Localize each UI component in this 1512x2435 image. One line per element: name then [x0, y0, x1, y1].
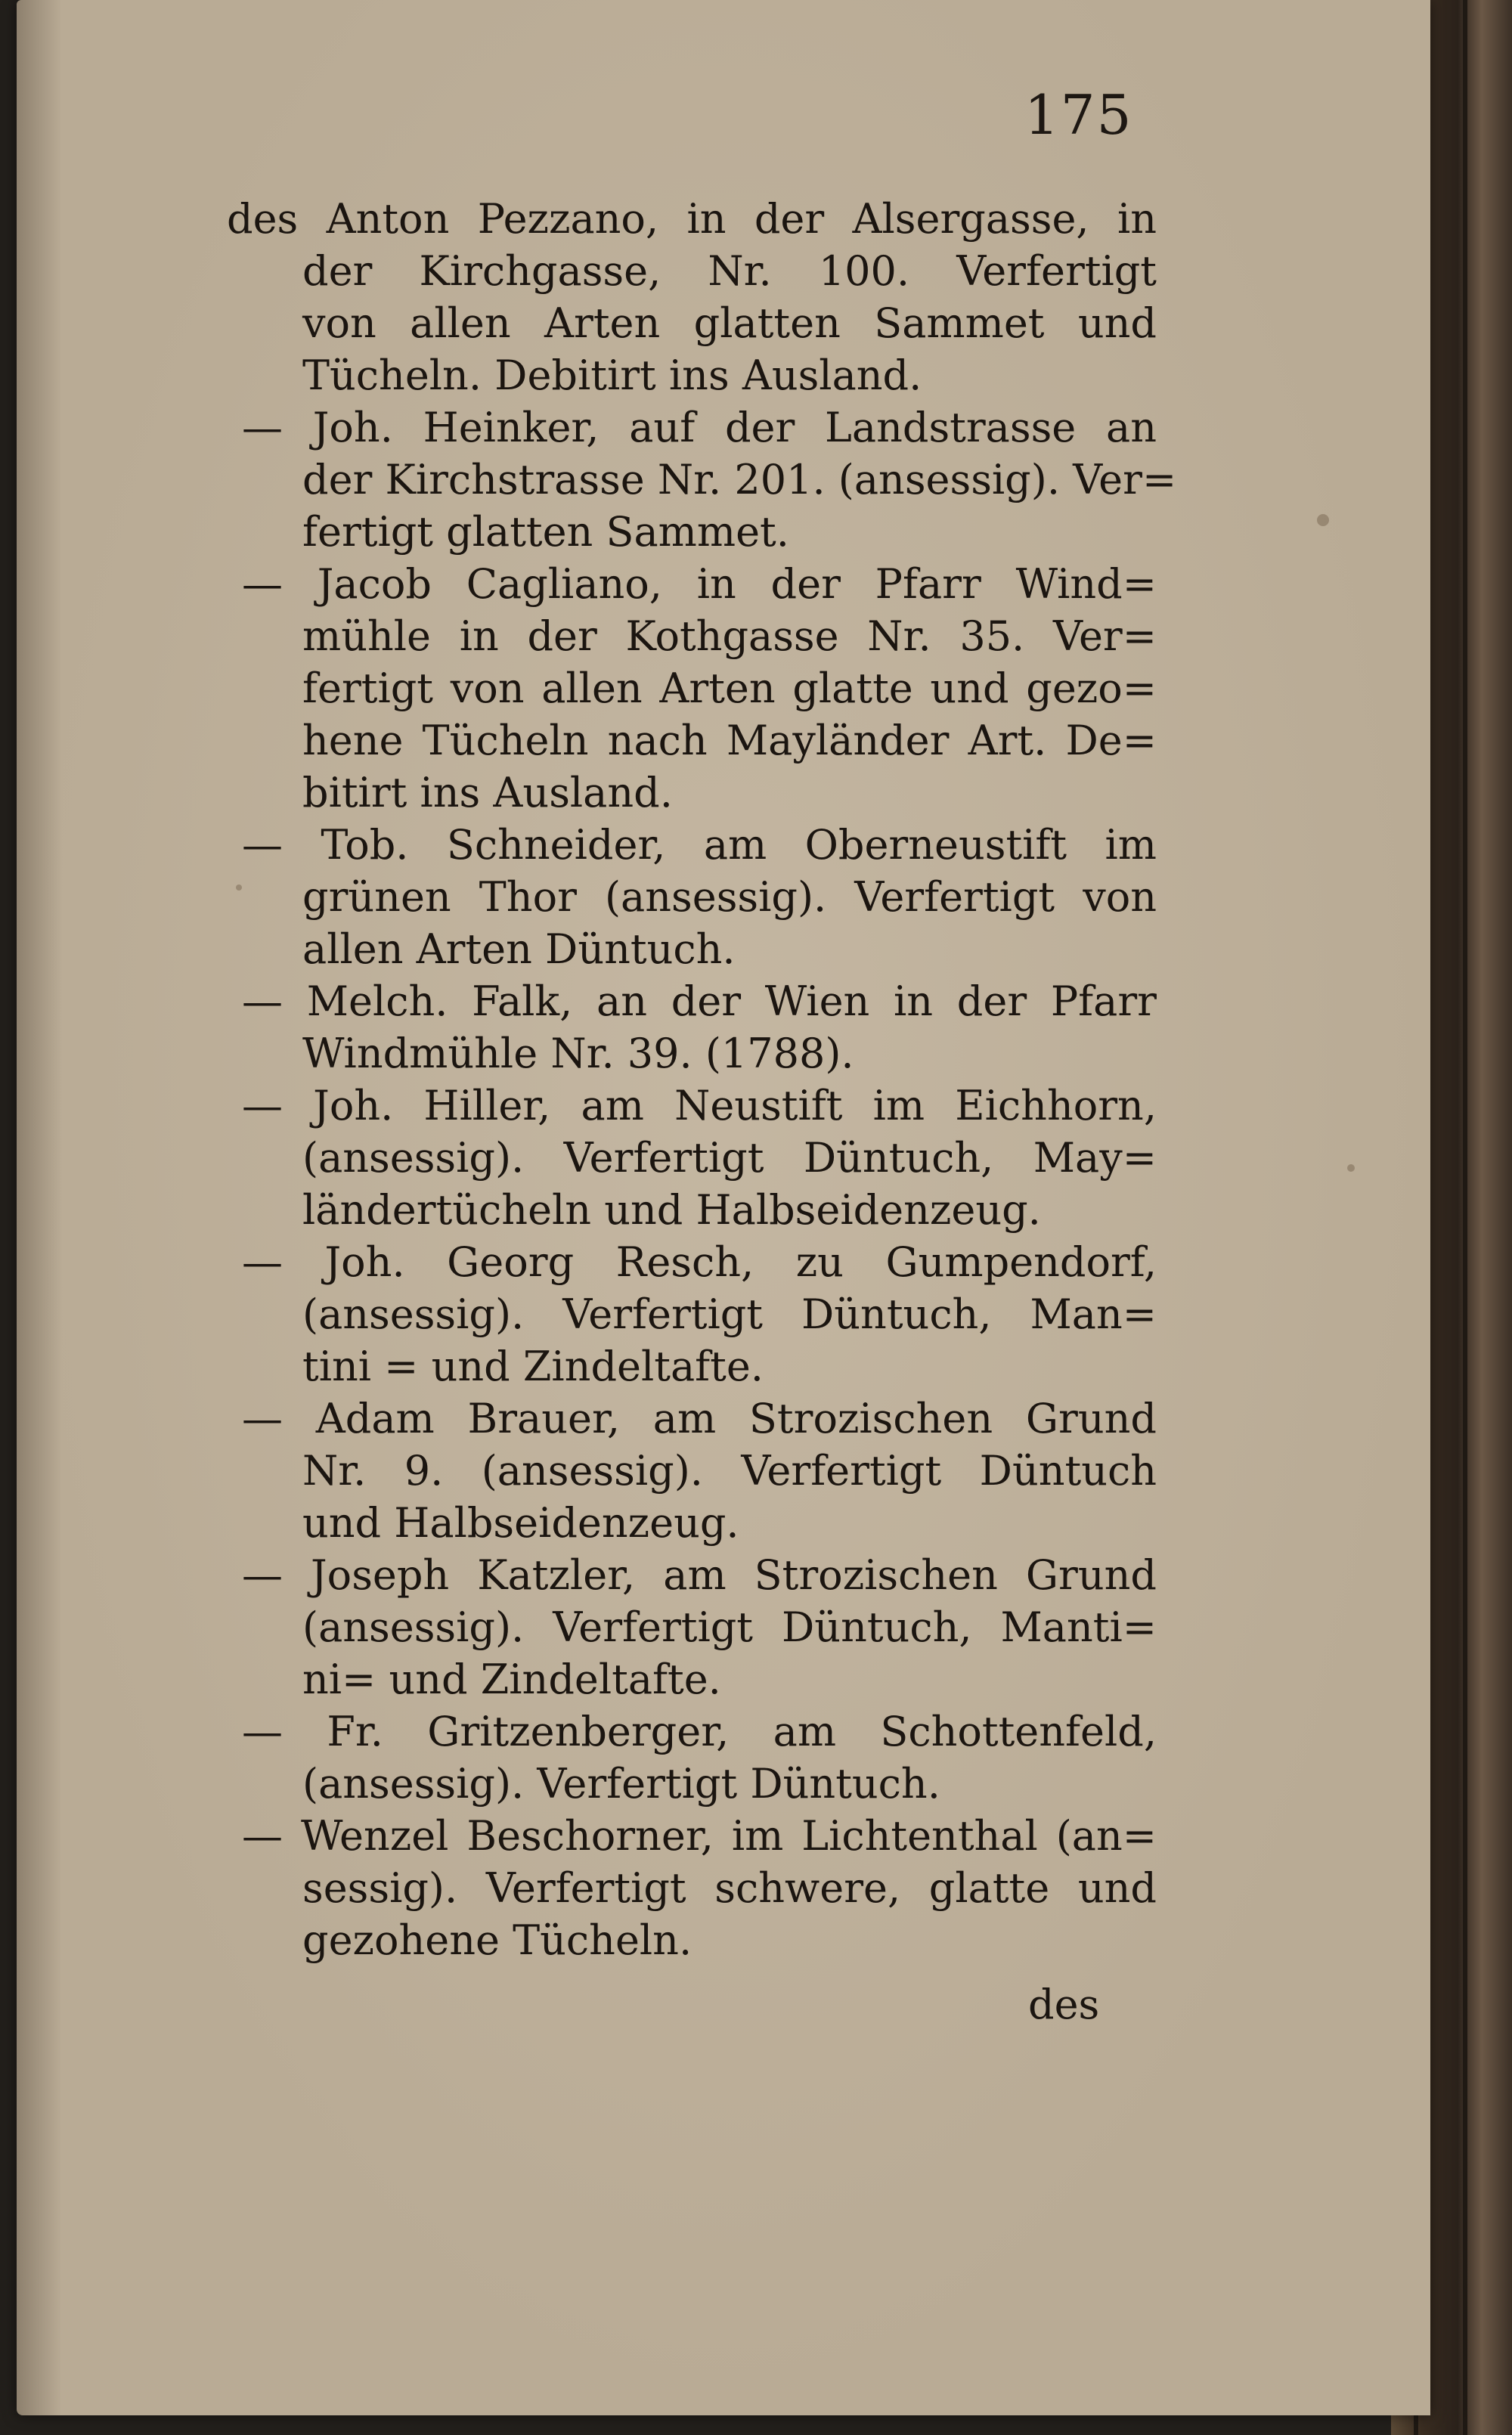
entry — [227, 1236, 1157, 1393]
text-line: (ansessig). Verfertigt Düntuch. — [302, 1760, 940, 1808]
text-line: (ansessig). Verfertigt Düntuch, Man= — [302, 1290, 1157, 1338]
entry — [227, 1705, 1157, 1810]
text-line: ni= und Zindeltafte. — [302, 1656, 721, 1703]
text-line: mühle in der Kothgasse Nr. 35. Ver= — [302, 612, 1157, 660]
text-line: grünen Thor (ansessig). Verfertigt von — [302, 873, 1157, 921]
paper-spot — [1347, 1164, 1355, 1172]
text-line: — Tob. Schneider, am Oberneustift im — [242, 821, 1157, 869]
text-line: — Wenzel Beschorner, im Lichtenthal (an= — [242, 1812, 1157, 1860]
text-line: — Joseph Katzler, am Strozischen Grund — [242, 1551, 1157, 1599]
entry — [227, 1549, 1157, 1705]
text-line: tini = und Zindeltafte. — [302, 1343, 764, 1390]
text-line: Nr. 9. (ansessig). Verfertigt Düntuch — [302, 1447, 1157, 1495]
text-line: — Jacob Cagliano, in der Pfarr Wind= — [242, 560, 1157, 608]
text-line: ländertücheln und Halbseidenzeug. — [302, 1186, 1041, 1234]
text-line: (ansessig). Verfertigt Düntuch, May= — [302, 1134, 1157, 1182]
text-line: — Joh. Hiller, am Neustift im Eichhorn, — [242, 1082, 1157, 1129]
gutter-shadow-line — [1463, 0, 1467, 2435]
entry — [227, 193, 1157, 401]
entry — [227, 975, 1157, 1080]
entry — [227, 1393, 1157, 1549]
entries-list — [227, 193, 1177, 1966]
text-line: — Fr. Gritzenberger, am Schottenfeld, — [242, 1708, 1157, 1755]
text-line: fertigt glatten Sammet. — [302, 508, 789, 556]
page-number: 175 — [1024, 83, 1133, 147]
text-line: Windmühle Nr. 39. (1788). — [302, 1030, 854, 1077]
catchword: des — [1028, 1981, 1100, 2028]
text-line: (ansessig). Verfertigt Düntuch, Manti= — [302, 1603, 1157, 1651]
text-line: und Halbseidenzeug. — [302, 1499, 739, 1547]
text-line: fertigt von allen Arten glatte und gezo= — [302, 665, 1157, 712]
entry — [227, 558, 1157, 819]
text-line: sessig). Verfertigt schwere, glatte und — [302, 1864, 1157, 1912]
text-line: Tücheln. Debitirt ins Ausland. — [302, 352, 922, 399]
text-line: von allen Arten glatten Sammet und — [302, 299, 1157, 347]
text-line: — Joh. Heinker, auf der Landstrasse an — [242, 404, 1157, 451]
text-line: bitirt ins Ausland. — [302, 769, 673, 816]
text-line: — Adam Brauer, am Strozischen Grund — [242, 1395, 1157, 1442]
text-line: allen Arten Düntuch. — [302, 925, 736, 973]
entry — [227, 401, 1177, 558]
entry — [227, 1810, 1157, 1966]
entry — [227, 819, 1157, 975]
text-line: hene Tücheln nach Mayländer Art. De= — [302, 717, 1157, 764]
paper-spot — [1317, 514, 1329, 526]
text-line: der Kirchstrasse Nr. 201. (ansessig). Ver= — [302, 456, 1177, 503]
text-line: des Anton Pezzano, in der Alsergasse, in — [227, 195, 1157, 243]
text-line: — Joh. Georg Resch, zu Gumpendorf, — [242, 1238, 1157, 1286]
text-line: der Kirchgasse, Nr. 100. Verfertigt — [302, 247, 1157, 295]
text-line: — Melch. Falk, an der Wien in der Pfarr — [242, 977, 1157, 1025]
entry — [227, 1080, 1157, 1236]
text-line: gezohene Tücheln. — [302, 1916, 692, 1964]
